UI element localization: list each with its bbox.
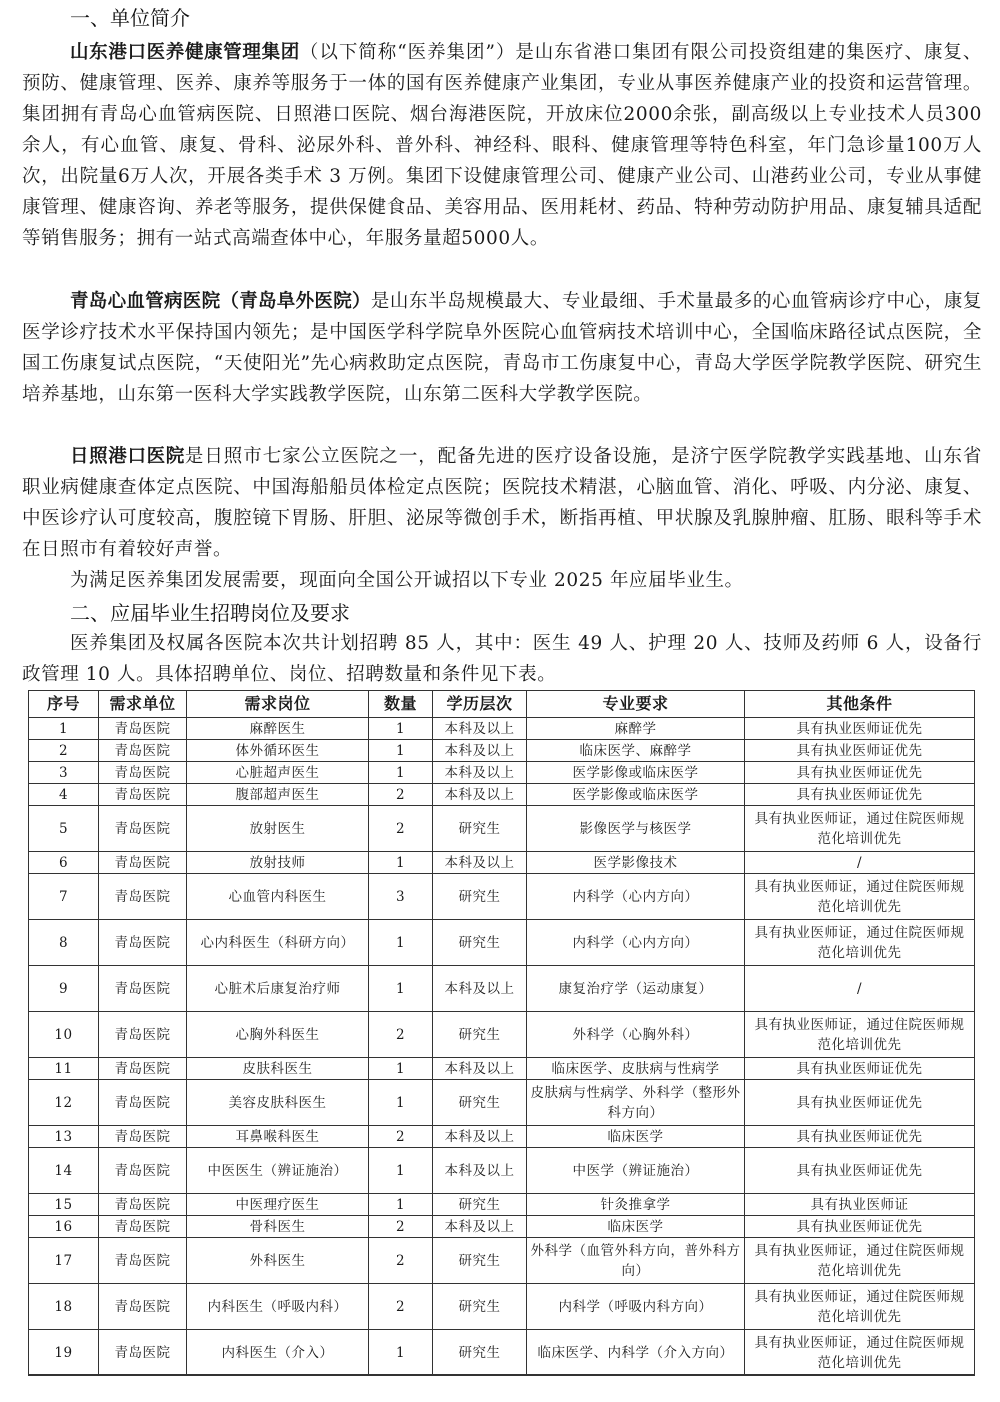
- recruitment-summary: 医养集团及权属各医院本次共计划招聘 85 人，其中：医生 49 人、护理 20 人、技师及药师 6 人，设备行政管理 10 人。具体招聘单位、岗位、招聘数量和条件见下表。: [22, 633, 982, 685]
- cell-education: 研究生: [433, 1194, 527, 1216]
- cell-education: 本科及以上: [433, 740, 527, 762]
- cell-education: 本科及以上: [433, 784, 527, 806]
- cell-unit: 青岛医院: [99, 718, 187, 740]
- cell-post: 中医医生（辨证施治）: [187, 1148, 369, 1194]
- col-header-qty: 数量: [369, 691, 433, 718]
- cell-post: 耳鼻喉科医生: [187, 1126, 369, 1148]
- table-row: [29, 852, 975, 874]
- cell-qty: 3: [369, 874, 433, 920]
- cell-post: 心脏术后康复治疗师: [187, 966, 369, 1012]
- cell-major: 临床医学: [527, 1126, 745, 1148]
- cell-major: 临床医学、内科学（介入方向）: [527, 1330, 745, 1376]
- cell-no: 1: [29, 718, 99, 740]
- cell-no: 3: [29, 762, 99, 784]
- cell-unit: 青岛医院: [99, 1058, 187, 1080]
- table-row: [29, 740, 975, 762]
- intro-paragraph-rizhao: [22, 441, 982, 565]
- table-row: [29, 1330, 975, 1376]
- cell-other: 具有执业医师证优先: [745, 784, 975, 806]
- cell-no: 17: [29, 1238, 99, 1284]
- cell-education: 研究生: [433, 1238, 527, 1284]
- cell-qty: 1: [369, 966, 433, 1012]
- cell-unit: 青岛医院: [99, 762, 187, 784]
- table-row: [29, 920, 975, 966]
- cell-education: 研究生: [433, 1330, 527, 1376]
- cell-other: 具有执业医师证，通过住院医师规范化培训优先: [745, 1330, 975, 1376]
- group-name: 山东港口医养健康管理集团: [70, 42, 300, 63]
- cell-post: 腹部超声医生: [187, 784, 369, 806]
- table-row: [29, 1194, 975, 1216]
- cell-no: 18: [29, 1284, 99, 1330]
- cell-major: 医学影像或临床医学: [527, 762, 745, 784]
- cell-education: 研究生: [433, 874, 527, 920]
- cell-unit: 青岛医院: [99, 920, 187, 966]
- cell-qty: 1: [369, 852, 433, 874]
- cell-other: 具有执业医师证，通过住院医师规范化培训优先: [745, 920, 975, 966]
- table-row: [29, 1012, 975, 1058]
- cell-qty: 1: [369, 1058, 433, 1080]
- cell-post: 放射技师: [187, 852, 369, 874]
- cell-major: 中医学（辨证施治）: [527, 1148, 745, 1194]
- col-header-no: 序号: [29, 691, 99, 718]
- cell-education: 本科及以上: [433, 1148, 527, 1194]
- intro-paragraph-group: [22, 37, 982, 254]
- cell-other: 具有执业医师证优先: [745, 1058, 975, 1080]
- cell-post: 中医理疗医生: [187, 1194, 369, 1216]
- cell-qty: 1: [369, 1148, 433, 1194]
- cell-education: 研究生: [433, 1284, 527, 1330]
- cell-qty: 2: [369, 1126, 433, 1148]
- cell-unit: 青岛医院: [99, 852, 187, 874]
- cell-qty: 1: [369, 740, 433, 762]
- cell-education: 本科及以上: [433, 852, 527, 874]
- cell-unit: 青岛医院: [99, 966, 187, 1012]
- qingdao-hospital-description: 是山东半岛规模最大、专业最细、手术量最多的心血管病诊疗中心，康复医学诊疗技术水平保持国内领先；是中国医学科学院阜外医院心血管病技术培训中心，全国临床路径试点医院，全国工伤康复试点医院，“天使阳光”先心病救助定点医院，青岛市工伤康复中心，青岛大学医学院教学医院、研究生培养基地，山东第一医科大学实践教学医院，山东第二医科大学教学医院。: [22, 291, 983, 405]
- cell-no: 5: [29, 806, 99, 852]
- group-description: （以下简称“医养集团”）是山东省港口集团有限公司投资组建的集医疗、康复、预防、健康管理、医养、康养等服务于一体的国有医养健康产业集团，专业从事医养健康产业的投资和运营管理。集团拥有青岛心血管病医院、日照港口医院、烟台海港医院，开放床位2000余张，副高级以上专业技术人员300余人，有心血管、康复、骨科、泌尿外科、普外科、神经科、眼科、健康管理等特色科室，年门急诊量100万人次，出院量6万人次，开展各类手术 3 万例。集团下设健康管理公司、健康产业公司、山港药业公司，专业从事健康管理、健康咨询、养老等服务，提供保健食品、美容用品、医用耗材、药品、特种劳动防护用品、康复辅具适配等销售服务；拥有一站式高端查体中心，年服务量超5000人。: [22, 42, 982, 249]
- recruitment-purpose: 为满足医养集团发展需要，现面向全国公开诚招以下专业 2025 年应届毕业生。: [70, 570, 744, 591]
- cell-unit: 青岛医院: [99, 1238, 187, 1284]
- cell-major: 针灸推拿学: [527, 1194, 745, 1216]
- cell-other: 具有执业医师证优先: [745, 740, 975, 762]
- col-header-major: 专业要求: [527, 691, 745, 718]
- cell-qty: 2: [369, 806, 433, 852]
- cell-unit: 青岛医院: [99, 1080, 187, 1126]
- cell-other: 具有执业医师证优先: [745, 1080, 975, 1126]
- cell-unit: 青岛医院: [99, 784, 187, 806]
- qingdao-hospital-name: 青岛心血管病医院（青岛阜外医院）: [70, 291, 371, 312]
- cell-post: 内科医生（介入）: [187, 1330, 369, 1376]
- cell-major: 内科学（呼吸内科方向）: [527, 1284, 745, 1330]
- cell-qty: 2: [369, 1216, 433, 1238]
- cell-qty: 1: [369, 1194, 433, 1216]
- cell-education: 本科及以上: [433, 966, 527, 1012]
- cell-unit: 青岛医院: [99, 874, 187, 920]
- cell-post: 麻醉医生: [187, 718, 369, 740]
- cell-no: 7: [29, 874, 99, 920]
- cell-other: /: [745, 966, 975, 1012]
- cell-qty: 2: [369, 1284, 433, 1330]
- table-row: [29, 1058, 975, 1080]
- cell-education: 本科及以上: [433, 1058, 527, 1080]
- cell-no: 10: [29, 1012, 99, 1058]
- cell-qty: 1: [369, 762, 433, 784]
- table-row: [29, 1284, 975, 1330]
- job-table: [28, 690, 975, 1376]
- cell-post: 皮肤科医生: [187, 1058, 369, 1080]
- col-header-other: 其他条件: [745, 691, 975, 718]
- cell-major: 内科学（心内方向）: [527, 920, 745, 966]
- cell-major: 皮肤病与性病学、外科学（整形外科方向）: [527, 1080, 745, 1126]
- cell-post: 骨科医生: [187, 1216, 369, 1238]
- cell-major: 医学影像或临床医学: [527, 784, 745, 806]
- cell-unit: 青岛医院: [99, 1126, 187, 1148]
- cell-major: 麻醉学: [527, 718, 745, 740]
- cell-other: /: [745, 852, 975, 874]
- cell-major: 外科学（血管外科方向，普外科方向）: [527, 1238, 745, 1284]
- cell-no: 15: [29, 1194, 99, 1216]
- cell-other: 具有执业医师证，通过住院医师规范化培训优先: [745, 1238, 975, 1284]
- cell-education: 本科及以上: [433, 718, 527, 740]
- table-row: [29, 784, 975, 806]
- cell-unit: 青岛医院: [99, 1194, 187, 1216]
- table-row: [29, 1238, 975, 1284]
- table-row: [29, 966, 975, 1012]
- cell-no: 12: [29, 1080, 99, 1126]
- cell-qty: 2: [369, 784, 433, 806]
- cell-major: 临床医学: [527, 1216, 745, 1238]
- cell-education: 本科及以上: [433, 1126, 527, 1148]
- cell-unit: 青岛医院: [99, 1216, 187, 1238]
- cell-education: 研究生: [433, 806, 527, 852]
- cell-post: 心内科医生（科研方向）: [187, 920, 369, 966]
- cell-unit: 青岛医院: [99, 740, 187, 762]
- cell-unit: 青岛医院: [99, 1148, 187, 1194]
- rizhao-hospital-description: 是日照市七家公立医院之一，配备先进的医疗设备设施，是济宁医学院教学实践基地、山东省职业病健康查体定点医院、中国海船船员体检定点医院；医院技术精湛，心脑血管、消化、呼吸、内分泌、康复、中医诊疗认可度较高，腹腔镜下胃肠、肝胆、泌尿等微创手术，断指再植、甲状腺及乳腺肿瘤、肛肠、眼科等手术在日照市有着较好声誉。: [22, 446, 982, 560]
- cell-no: 2: [29, 740, 99, 762]
- cell-other: 具有执业医师证优先: [745, 1126, 975, 1148]
- table-row: [29, 1216, 975, 1238]
- cell-post: 心脏超声医生: [187, 762, 369, 784]
- section-1-heading: 一、单位简介: [70, 6, 190, 30]
- cell-other: 具有执业医师证优先: [745, 718, 975, 740]
- cell-unit: 青岛医院: [99, 806, 187, 852]
- cell-major: 外科学（心胸外科）: [527, 1012, 745, 1058]
- cell-other: 具有执业医师证: [745, 1194, 975, 1216]
- cell-post: 心血管内科医生: [187, 874, 369, 920]
- table-row: [29, 1126, 975, 1148]
- cell-no: 13: [29, 1126, 99, 1148]
- cell-no: 4: [29, 784, 99, 806]
- col-header-unit: 需求单位: [99, 691, 187, 718]
- cell-post: 体外循环医生: [187, 740, 369, 762]
- cell-post: 外科医生: [187, 1238, 369, 1284]
- cell-other: 具有执业医师证，通过住院医师规范化培训优先: [745, 806, 975, 852]
- cell-education: 本科及以上: [433, 762, 527, 784]
- table-row: [29, 806, 975, 852]
- cell-no: 8: [29, 920, 99, 966]
- cell-post: 美容皮肤科医生: [187, 1080, 369, 1126]
- cell-other: 具有执业医师证，通过住院医师规范化培训优先: [745, 1284, 975, 1330]
- cell-unit: 青岛医院: [99, 1012, 187, 1058]
- cell-post: 心胸外科医生: [187, 1012, 369, 1058]
- cell-qty: 2: [369, 1238, 433, 1284]
- rizhao-hospital-name: 日照港口医院: [70, 446, 185, 467]
- cell-other: 具有执业医师证，通过住院医师规范化培训优先: [745, 874, 975, 920]
- table-header-row: [29, 691, 975, 718]
- cell-education: 研究生: [433, 920, 527, 966]
- table-row: [29, 762, 975, 784]
- table-row: [29, 1148, 975, 1194]
- cell-no: 14: [29, 1148, 99, 1194]
- cell-qty: 1: [369, 1330, 433, 1376]
- intro-paragraph-qingdao: [22, 286, 982, 410]
- cell-major: 康复治疗学（运动康复）: [527, 966, 745, 1012]
- col-header-post: 需求岗位: [187, 691, 369, 718]
- section-2-heading: 二、应届毕业生招聘岗位及要求: [70, 601, 350, 625]
- col-header-education: 学历层次: [433, 691, 527, 718]
- cell-no: 11: [29, 1058, 99, 1080]
- table-row: [29, 1080, 975, 1126]
- page-bottom-rule: [28, 1374, 974, 1375]
- cell-major: 临床医学、皮肤病与性病学: [527, 1058, 745, 1080]
- cell-post: 放射医生: [187, 806, 369, 852]
- cell-education: 研究生: [433, 1080, 527, 1126]
- table-row: [29, 874, 975, 920]
- cell-no: 19: [29, 1330, 99, 1376]
- cell-major: 内科学（心内方向）: [527, 874, 745, 920]
- cell-major: 影像医学与核医学: [527, 806, 745, 852]
- cell-education: 本科及以上: [433, 1216, 527, 1238]
- cell-other: 具有执业医师证优先: [745, 762, 975, 784]
- cell-major: 医学影像技术: [527, 852, 745, 874]
- table-row: [29, 718, 975, 740]
- cell-qty: 2: [369, 1012, 433, 1058]
- cell-unit: 青岛医院: [99, 1284, 187, 1330]
- cell-qty: 1: [369, 920, 433, 966]
- cell-unit: 青岛医院: [99, 1330, 187, 1376]
- cell-other: 具有执业医师证，通过住院医师规范化培训优先: [745, 1012, 975, 1058]
- cell-no: 6: [29, 852, 99, 874]
- cell-post: 内科医生（呼吸内科）: [187, 1284, 369, 1330]
- cell-other: 具有执业医师证优先: [745, 1216, 975, 1238]
- cell-qty: 1: [369, 718, 433, 740]
- cell-major: 临床医学、麻醉学: [527, 740, 745, 762]
- cell-qty: 1: [369, 1080, 433, 1126]
- cell-education: 研究生: [433, 1012, 527, 1058]
- cell-no: 9: [29, 966, 99, 1012]
- cell-other: 具有执业医师证优先: [745, 1148, 975, 1194]
- cell-no: 16: [29, 1216, 99, 1238]
